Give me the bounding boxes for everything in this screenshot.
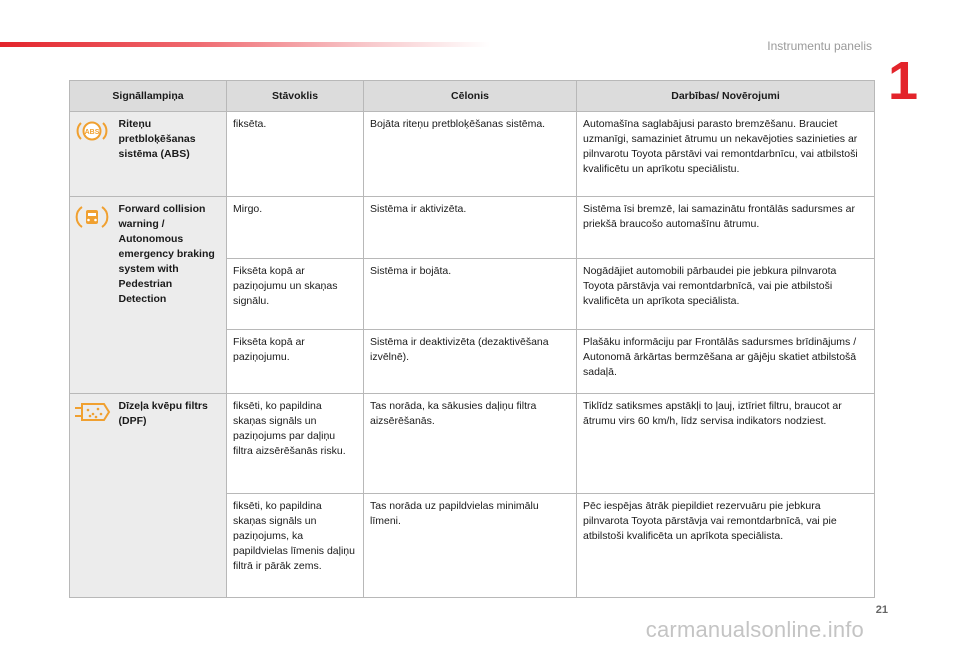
state-cell: Fiksēta kopā ar paziņojumu. xyxy=(227,330,364,394)
icon-cell xyxy=(70,112,115,197)
cause-cell: Tas norāda, ka sākusies daļiņu filtra aizsērēšanās. xyxy=(364,394,577,494)
state-cell: fiksēta. xyxy=(227,112,364,197)
table-row xyxy=(70,394,875,494)
action-cell: Automašīna saglabājusi parasto bremzēšanu. Brauciet uzmanīgi, samaziniet ātrumu un nekavējoties sazinieties ar pilnvarotu Toyota pārstāvi vai remontdarbnīcu, vai atbilstoši kvalificētu un aprīkotu speciālistu. xyxy=(577,112,875,197)
action-cell: Pēc iespējas ātrāk piepildiet rezervuāru pie jebkura pilnvarota Toyota pārstāvja vai remontdarbnīcā, vai pie atbilstoši kvalificēta un aprīkota speciālista. xyxy=(577,494,875,598)
watermark: carmanualsonline.info xyxy=(645,617,864,642)
table-header-row xyxy=(70,81,875,112)
state-cell: fiksēti, ko papildina skaņas signāls un paziņojums, ka papildvielas līmenis daļiņu filtrā ir pārāk zems. xyxy=(227,494,364,598)
column-header-cause: Cēlonis xyxy=(364,81,577,112)
dpf-warning-icon xyxy=(72,400,112,429)
warning-lights-table xyxy=(69,80,875,598)
state-cell: fiksēti, ko papildina skaņas signāls un paziņojums par daļiņu filtra aizsērēšanās risku. xyxy=(227,394,364,494)
state-cell: Mirgo. xyxy=(227,197,364,259)
action-cell: Nogādājiet automobili pārbaudei pie jebkura pilnvarota Toyota pārstāvja vai remontdarbnīcā, vai pie atbilstoši kvalificēta un aprīkota speciālista. xyxy=(577,259,875,330)
table-row xyxy=(70,112,875,197)
icon-cell xyxy=(70,394,115,598)
signal-name: Riteņu pretbloķēšanas sistēma (ABS) xyxy=(115,112,227,197)
action-cell: Tiklīdz satiksmes apstākļi to ļauj, iztīriet filtru, braucot ar ātrumu virs 60 km/h, līdz servisa indikators nodziest. xyxy=(577,394,875,494)
abs-warning-icon xyxy=(75,118,109,149)
cause-cell: Sistēma ir bojāta. xyxy=(364,259,577,330)
cause-cell: Sistēma ir deaktivizēta (dezaktivēšana izvēlnē). xyxy=(364,330,577,394)
signal-name: Dīzeļa kvēpu filtrs (DPF) xyxy=(115,394,227,598)
action-cell: Plašāku informāciju par Frontālās sadursmes brīdinājums / Autonomā ārkārtas bermzēšana ar gājēju skatiet atbilstošā sadaļā. xyxy=(577,330,875,394)
chapter-number: 1 xyxy=(887,51,918,111)
cause-cell: Sistēma ir aktivizēta. xyxy=(364,197,577,259)
section-title: Instrumentu panelis xyxy=(767,39,872,53)
icon-cell xyxy=(70,197,115,394)
column-header-action: Darbības/ Novērojumi xyxy=(577,81,875,112)
page-number: 21 xyxy=(875,604,888,616)
cause-cell: Tas norāda uz papildvielas minimālu līmeni. xyxy=(364,494,577,598)
header-accent-bar xyxy=(0,42,490,47)
cause-cell: Bojāta riteņu pretbloķēšanas sistēma. xyxy=(364,112,577,197)
table-row xyxy=(70,197,875,259)
forward-collision-warning-icon xyxy=(75,203,109,236)
column-header-signal: Signāllampiņa xyxy=(70,81,227,112)
column-header-state: Stāvoklis xyxy=(227,81,364,112)
svg-text:ABS: ABS xyxy=(84,129,100,136)
action-cell: Sistēma īsi bremzē, lai samazinātu frontālās sadursmes ar priekšā braucošo automašīnu ātrumu. xyxy=(577,197,875,259)
state-cell: Fiksēta kopā ar paziņojumu un skaņas signālu. xyxy=(227,259,364,330)
signal-name: Forward collision warning / Autonomous emergency braking system with Pedestrian Detection xyxy=(115,197,227,394)
